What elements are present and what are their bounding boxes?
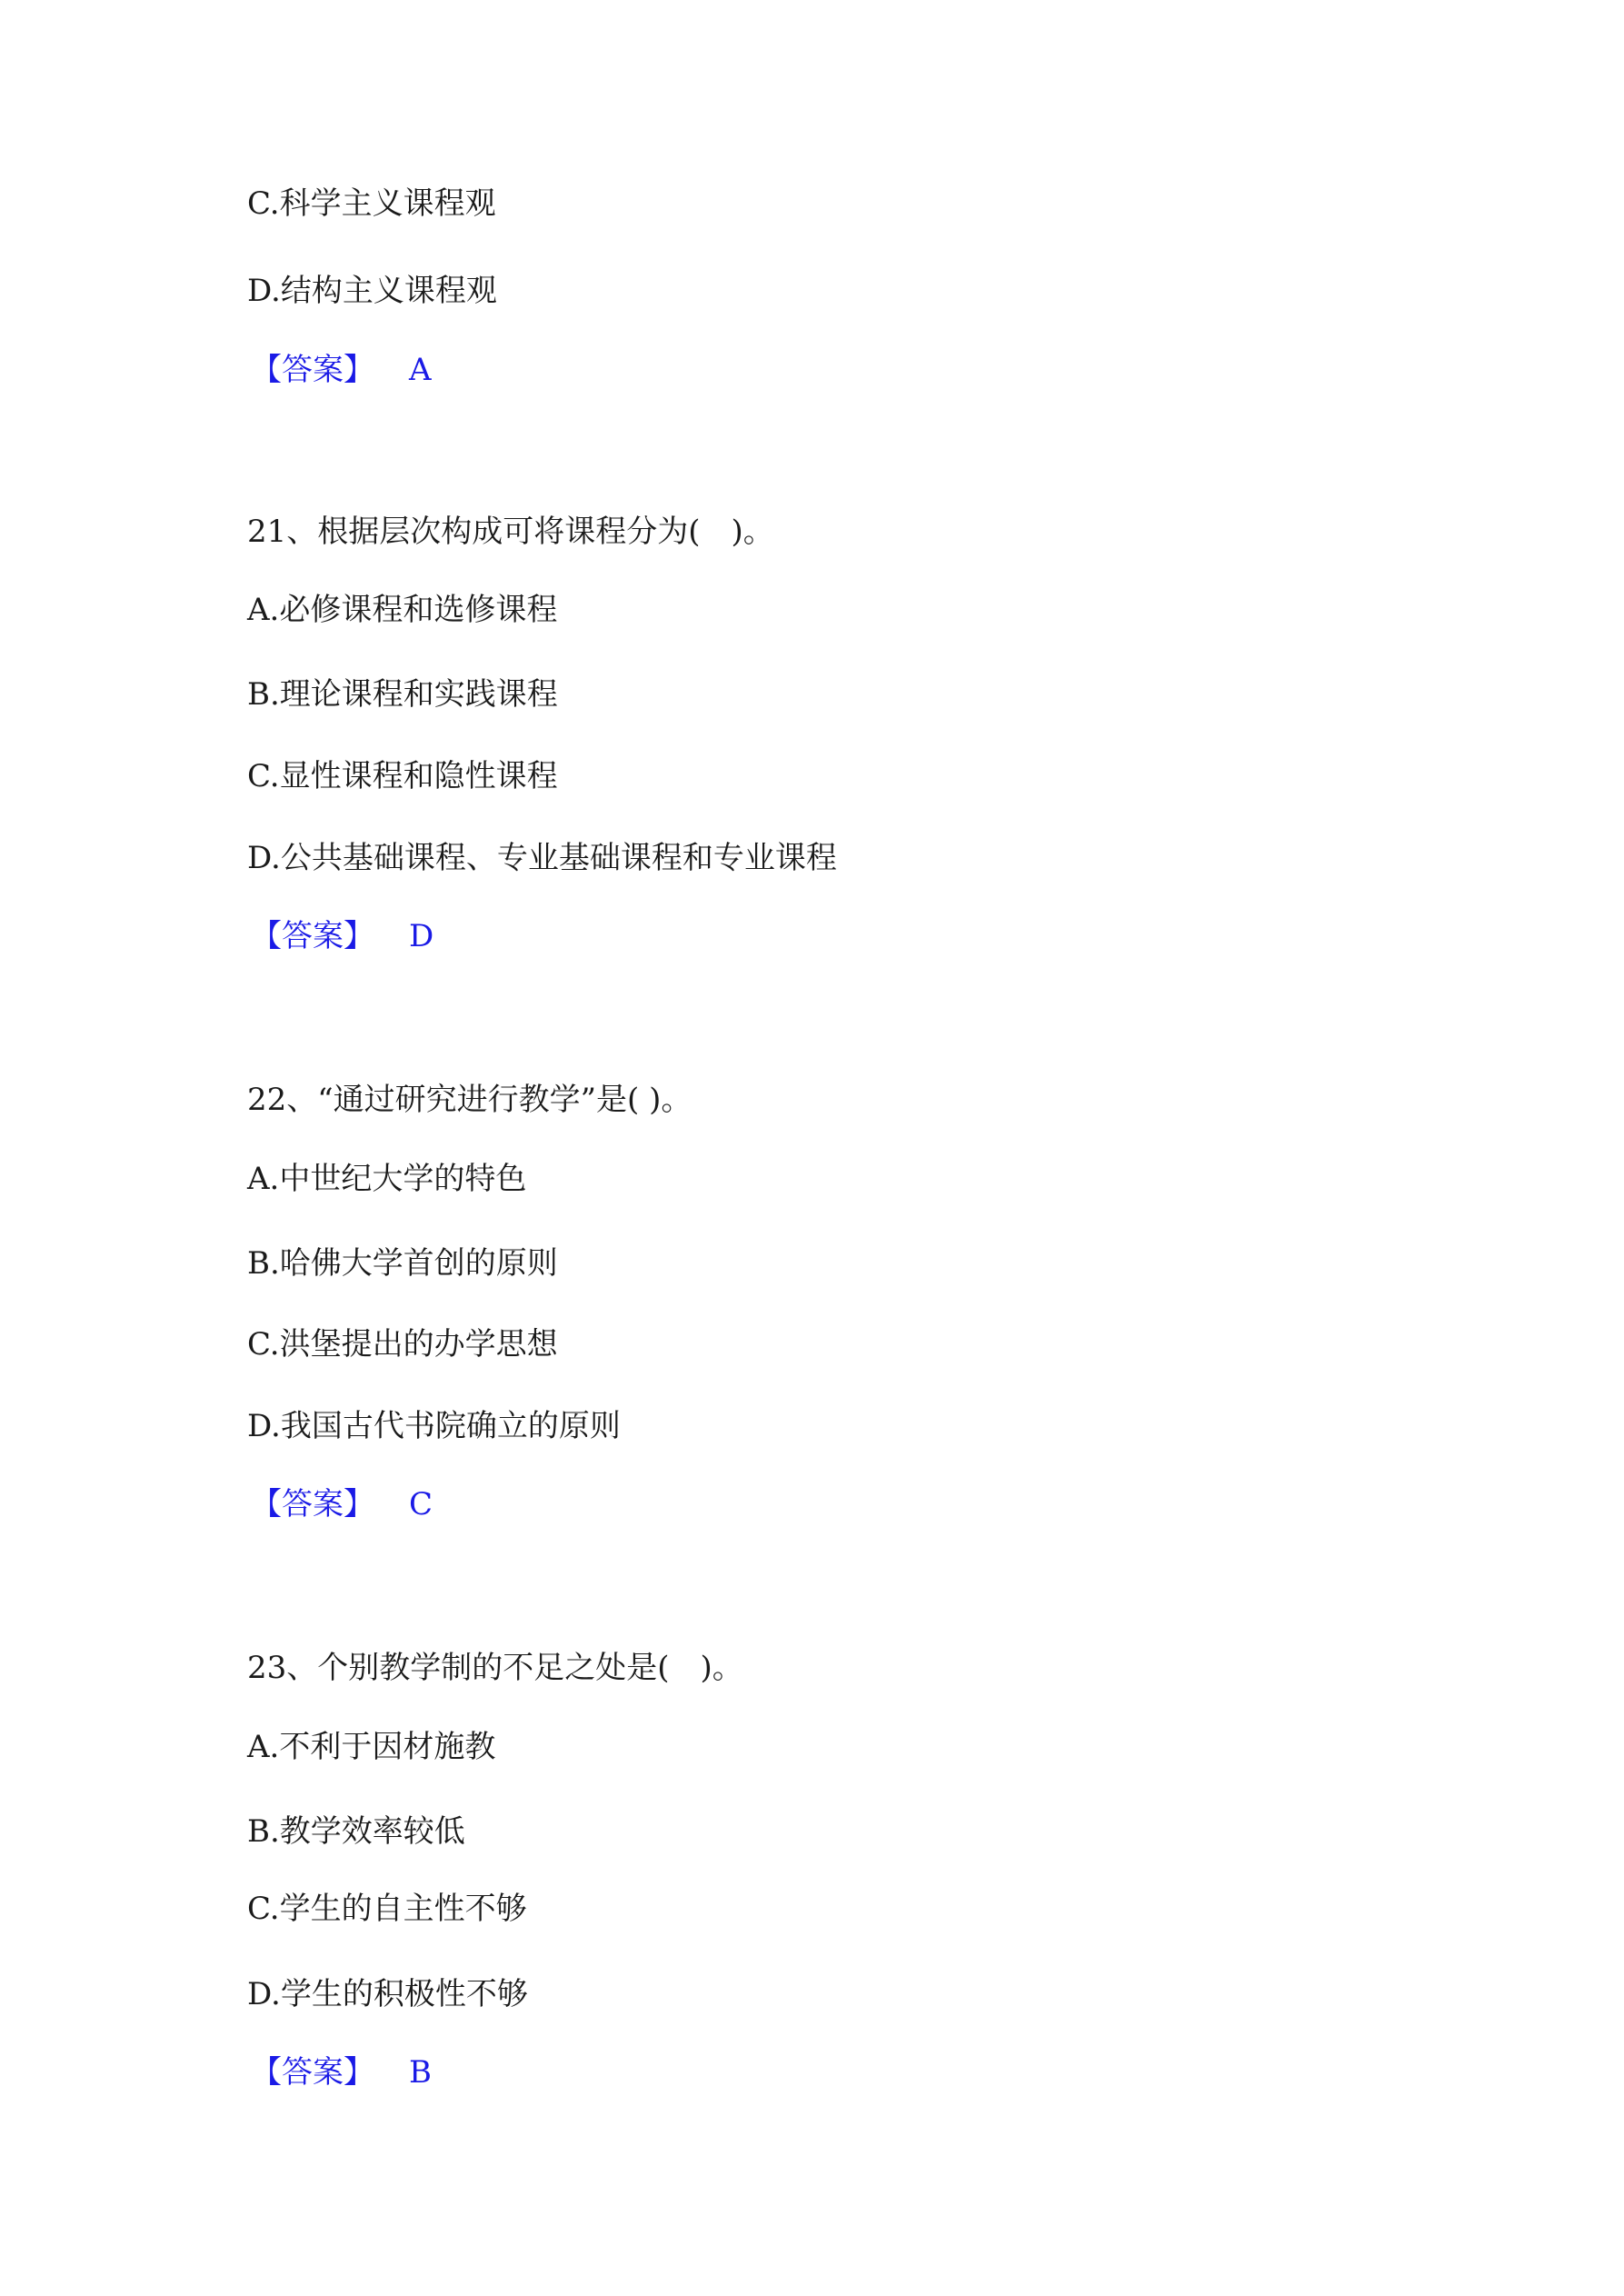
option-a-q23: A.不利于因材施教 <box>247 1729 496 1765</box>
answer-value: B <box>409 2054 432 2091</box>
question-23: 23、个别教学制的不足之处是( )。 <box>247 1650 743 1686</box>
question-22: 22、“通过研究进行教学”是( )。 <box>247 1082 692 1118</box>
option-a-q22: A.中世纪大学的特色 <box>247 1161 527 1197</box>
answer-value: D <box>409 918 434 954</box>
option-b-q23: B.教学效率较低 <box>247 1813 465 1850</box>
answer-label: 【答案】 <box>251 352 374 388</box>
option-c-q23: C.学生的自主性不够 <box>247 1891 527 1927</box>
option-b-q21: B.理论课程和实践课程 <box>247 676 558 713</box>
answer-value: C <box>409 1486 433 1522</box>
option-d-q21: D.公共基础课程、专业基础课程和专业课程 <box>247 840 837 876</box>
option-a-q21: A.必修课程和选修课程 <box>247 592 558 628</box>
answer-label: 【答案】 <box>251 2054 374 2091</box>
answer-value: A <box>409 352 432 388</box>
option-b-q22: B.哈佛大学首创的原则 <box>247 1245 558 1282</box>
option-d-q23: D.学生的积极性不够 <box>247 1976 528 2012</box>
answer-q21 <box>251 916 433 956</box>
option-c-q21: C.显性课程和隐性课程 <box>247 758 558 794</box>
option-c-q22: C.洪堡提出的办学思想 <box>247 1326 558 1363</box>
answer-label: 【答案】 <box>251 1486 374 1522</box>
option-c-q20: C.科学主义课程观 <box>247 185 496 222</box>
question-21: 21、根据层次构成可将课程分为( )。 <box>247 514 774 550</box>
answer-label: 【答案】 <box>251 918 374 954</box>
answer-q20 <box>251 350 432 390</box>
option-d-q22: D.我国古代书院确立的原则 <box>247 1408 621 1444</box>
answer-q22 <box>251 1484 433 1524</box>
option-d-q20: D.结构主义课程观 <box>247 273 497 309</box>
answer-q23 <box>251 2052 432 2092</box>
